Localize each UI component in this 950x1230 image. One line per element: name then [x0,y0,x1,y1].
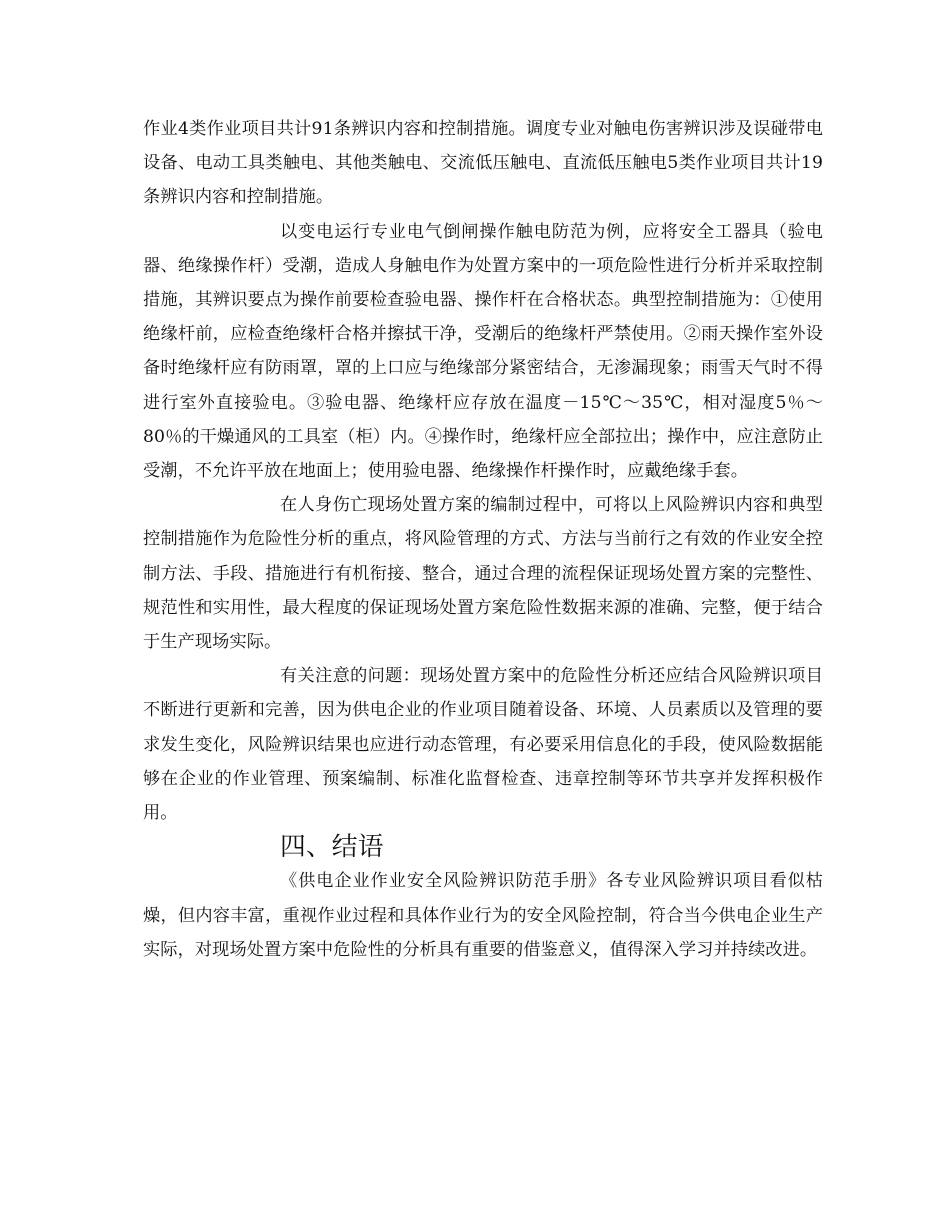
section-heading-conclusion: 四、结语 [280,832,384,863]
paragraph-issues: 有关注意的问题：现场处置方案中的危险性分析还应结合风险辨识项目不断进行更新和完善，因为供电企业的作业项目随着设备、环境、人员素质以及管理的要求发生变化，风险辨识结果也应进行动态管理，有必要采用信息化的手段，使风险数据能够在企业的作业管理、预案编制、标准化监督检查、违章控制等环节共享并发挥积极作用。 [143,666,823,824]
paragraph-example: 以变电运行专业电气倒闸操作触电防范为例，应将安全工器具（验电器、绝缘操作杆）受潮，造成人身触电作为处置方案中的一项危险性进行分析并采取控制措施，其辨识要点为操作前要检查验电器、操作杆在合格状态。典型控制措施为：①使用绝缘杆前，应检查绝缘杆合格并擦拭干净，受潮后的绝缘杆严禁使用。②雨天操作室外设备时绝缘杆应有防雨罩，罩的上口应与绝缘部分紧密结合，无渗漏现象；雨雪天气时不得进行室外直接验电。③验电器、绝缘杆应存放在温度－15℃～35℃，相对湿度5％～80％的干燥通风的工具室（柜）内。④操作时，绝缘杆应全部拉出；操作中，应注意防止受潮，不允许平放在地面上；使用验电器、绝缘操作杆操作时，应戴绝缘手套。 [143,221,823,482]
document-body [143,112,823,967]
paragraph-continued: 作业4类作业项目共计91条辨识内容和控制措施。调度专业对触电伤害辨识涉及误碰带电设备、电动工具类触电、其他类触电、交流低压触电、直流低压触电5类作业项目共计19条辨识内容和控制措施。 [143,119,823,208]
paragraph-conclusion: 《供电企业作业安全风险辨识防范手册》各专业风险辨识项目看似枯燥，但内容丰富，重视作业过程和具体作业行为的安全风险控制，符合当今供电企业生产实际，对现场处置方案中危险性的分析具有重要的借鉴意义，值得深入学习并持续改进。 [143,871,823,960]
paragraph-compilation: 在人身伤亡现场处置方案的编制过程中，可将以上风险辨识内容和典型控制措施作为危险性分析的重点，将风险管理的方式、方法与当前行之有效的作业安全控制方法、手段、措施进行有机衔接、整合，通过合理的流程保证现场处置方案的完整性、规范性和实用性，最大程度的保证现场处置方案危险性数据来源的准确、完整，便于结合于生产现场实际。 [143,495,823,653]
